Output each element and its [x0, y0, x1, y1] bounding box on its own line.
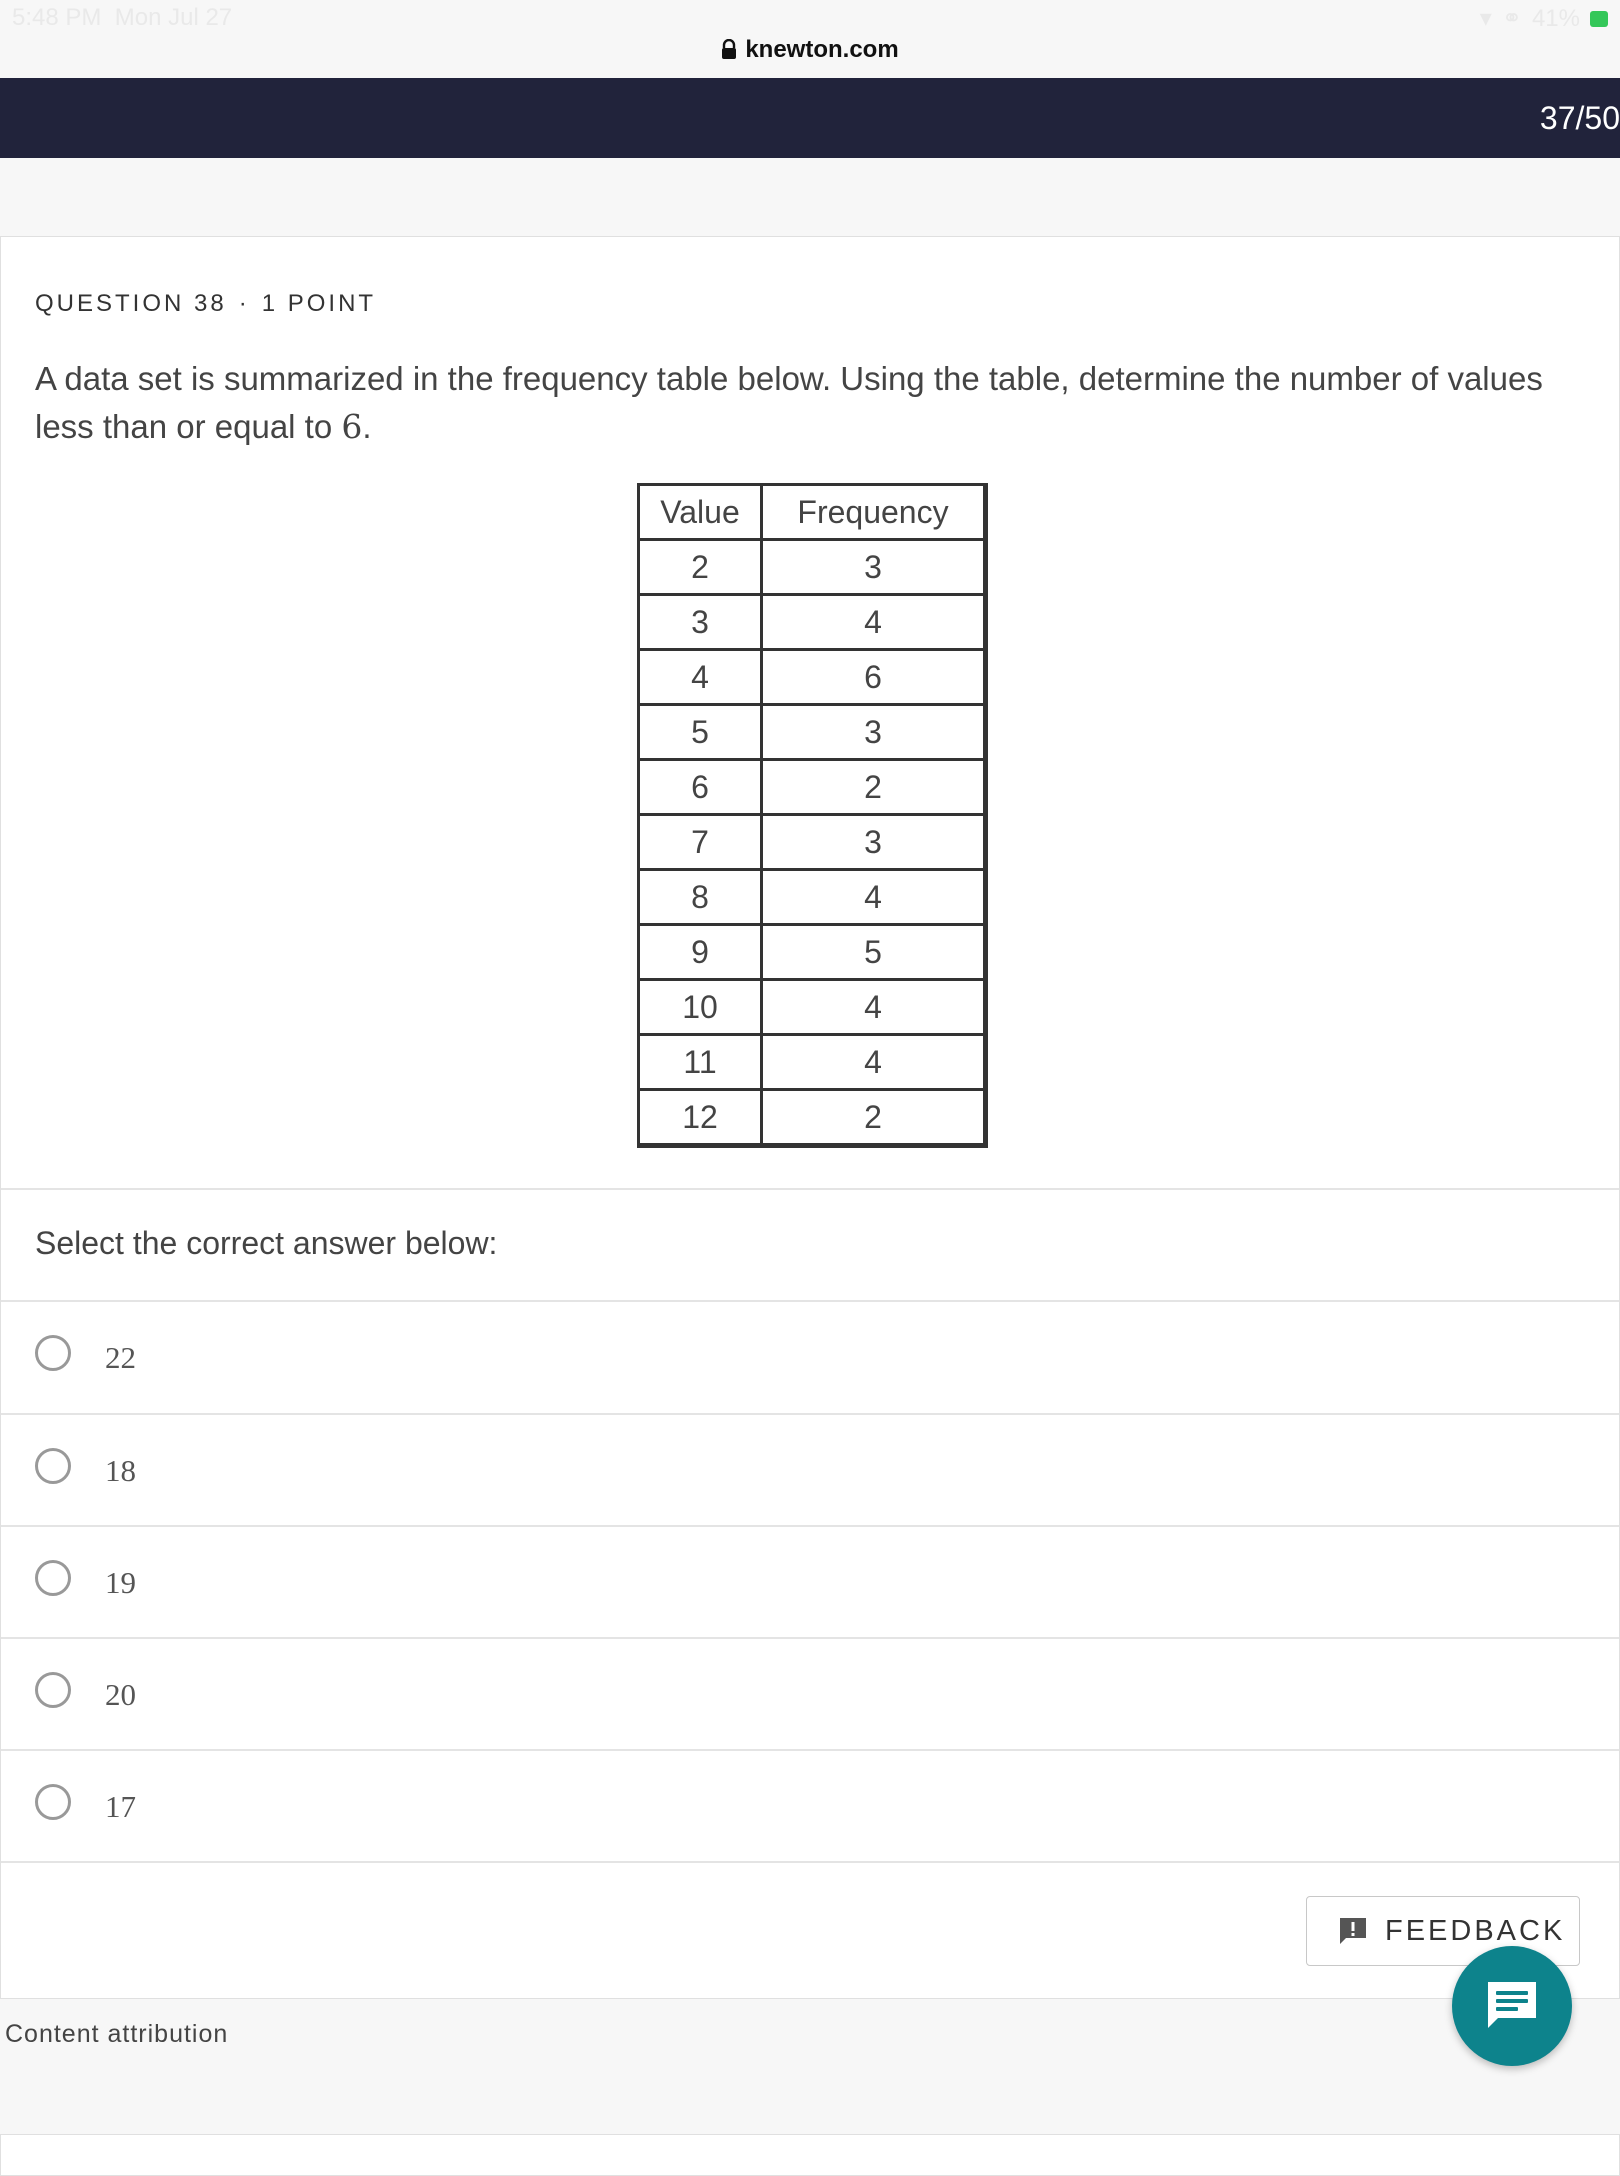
battery-icon [1590, 11, 1608, 27]
table-row [639, 1035, 985, 1090]
option-label: 19 [105, 1565, 136, 1600]
question-prompt [35, 355, 1595, 451]
answer-option-5[interactable] [1, 1751, 1619, 1863]
wifi-icon: ▾ [1479, 5, 1492, 32]
value-cell: 11 [639, 1035, 762, 1090]
table-row [639, 650, 985, 705]
url-bar[interactable] [0, 36, 1620, 64]
value-cell: 3 [639, 595, 762, 650]
header-value: Value [639, 485, 762, 540]
radio-button[interactable] [35, 1784, 71, 1820]
status-indicators [1480, 4, 1608, 33]
frequency-cell: 2 [762, 760, 985, 815]
value-cell: 7 [639, 815, 762, 870]
battery-percent: 41% [1531, 4, 1580, 32]
next-card-edge [0, 2134, 1620, 2176]
lock-icon [721, 39, 737, 59]
radio-button[interactable] [35, 1335, 71, 1371]
chat-icon [1482, 1976, 1542, 2036]
prompt-number: 6 [341, 407, 363, 446]
content-attribution-link[interactable]: Content attribution [5, 2020, 229, 2048]
radio-button[interactable] [35, 1672, 71, 1708]
question-progress: 37/50 [1539, 100, 1620, 136]
header-frequency: Frequency [762, 485, 985, 540]
option-label: 22 [105, 1340, 136, 1375]
option-label: 17 [105, 1789, 136, 1824]
url-domain: knewton.com [745, 36, 899, 63]
option-label: 20 [105, 1677, 136, 1712]
value-cell: 4 [639, 650, 762, 705]
value-cell: 9 [639, 925, 762, 980]
frequency-table [637, 483, 988, 1148]
headphones-icon: ⚭ [1501, 5, 1522, 32]
prompt-end: . [362, 408, 372, 445]
frequency-cell: 6 [762, 650, 985, 705]
answer-instructions: Select the correct answer below: [35, 1225, 498, 1261]
table-row [639, 540, 985, 595]
table-row [639, 760, 985, 815]
answer-option-2[interactable] [1, 1415, 1619, 1527]
frequency-cell: 3 [762, 815, 985, 870]
radio-button[interactable] [35, 1560, 71, 1596]
frequency-cell: 2 [762, 1090, 985, 1145]
option-divider [1, 1861, 1619, 1863]
status-time-text: 5:48 PM [12, 4, 102, 31]
value-cell: 6 [639, 760, 762, 815]
section-divider [1, 1188, 1619, 1190]
question-card [0, 236, 1620, 1999]
option-label: 18 [105, 1453, 136, 1488]
answer-option-3[interactable] [1, 1527, 1619, 1639]
frequency-cell: 5 [762, 925, 985, 980]
value-cell: 12 [639, 1090, 762, 1145]
value-cell: 5 [639, 705, 762, 760]
answer-option-4[interactable] [1, 1639, 1619, 1751]
question-number: QUESTION 38 [35, 290, 227, 317]
answer-option-1[interactable] [1, 1302, 1619, 1414]
table-row [639, 1090, 985, 1145]
frequency-cell: 4 [762, 595, 985, 650]
top-header [0, 78, 1620, 158]
frequency-cell: 4 [762, 870, 985, 925]
table-row [639, 815, 985, 870]
table-row [639, 980, 985, 1035]
question-points: 1 POINT [261, 290, 377, 317]
table-row [639, 925, 985, 980]
feedback-label: FEEDBACK [1385, 1914, 1566, 1947]
value-cell: 10 [639, 980, 762, 1035]
radio-button[interactable] [35, 1448, 71, 1484]
table-row [639, 595, 985, 650]
frequency-cell: 4 [762, 980, 985, 1035]
status-date: Mon Jul 27 [114, 4, 233, 31]
feedback-icon [1337, 1915, 1369, 1947]
table-header-row [639, 485, 985, 540]
chat-button[interactable] [1452, 1946, 1572, 2066]
prompt-text: A data set is summarized in the frequency table below. Using the table, determine the number of values less than or equal to [35, 360, 1543, 445]
frequency-cell: 3 [762, 540, 985, 595]
frequency-cell: 4 [762, 1035, 985, 1090]
question-header [35, 290, 376, 318]
status-time [12, 4, 232, 32]
value-cell: 2 [639, 540, 762, 595]
header-separator: · [238, 290, 250, 317]
table-row [639, 705, 985, 760]
value-cell: 8 [639, 870, 762, 925]
table-row [639, 870, 985, 925]
frequency-cell: 3 [762, 705, 985, 760]
